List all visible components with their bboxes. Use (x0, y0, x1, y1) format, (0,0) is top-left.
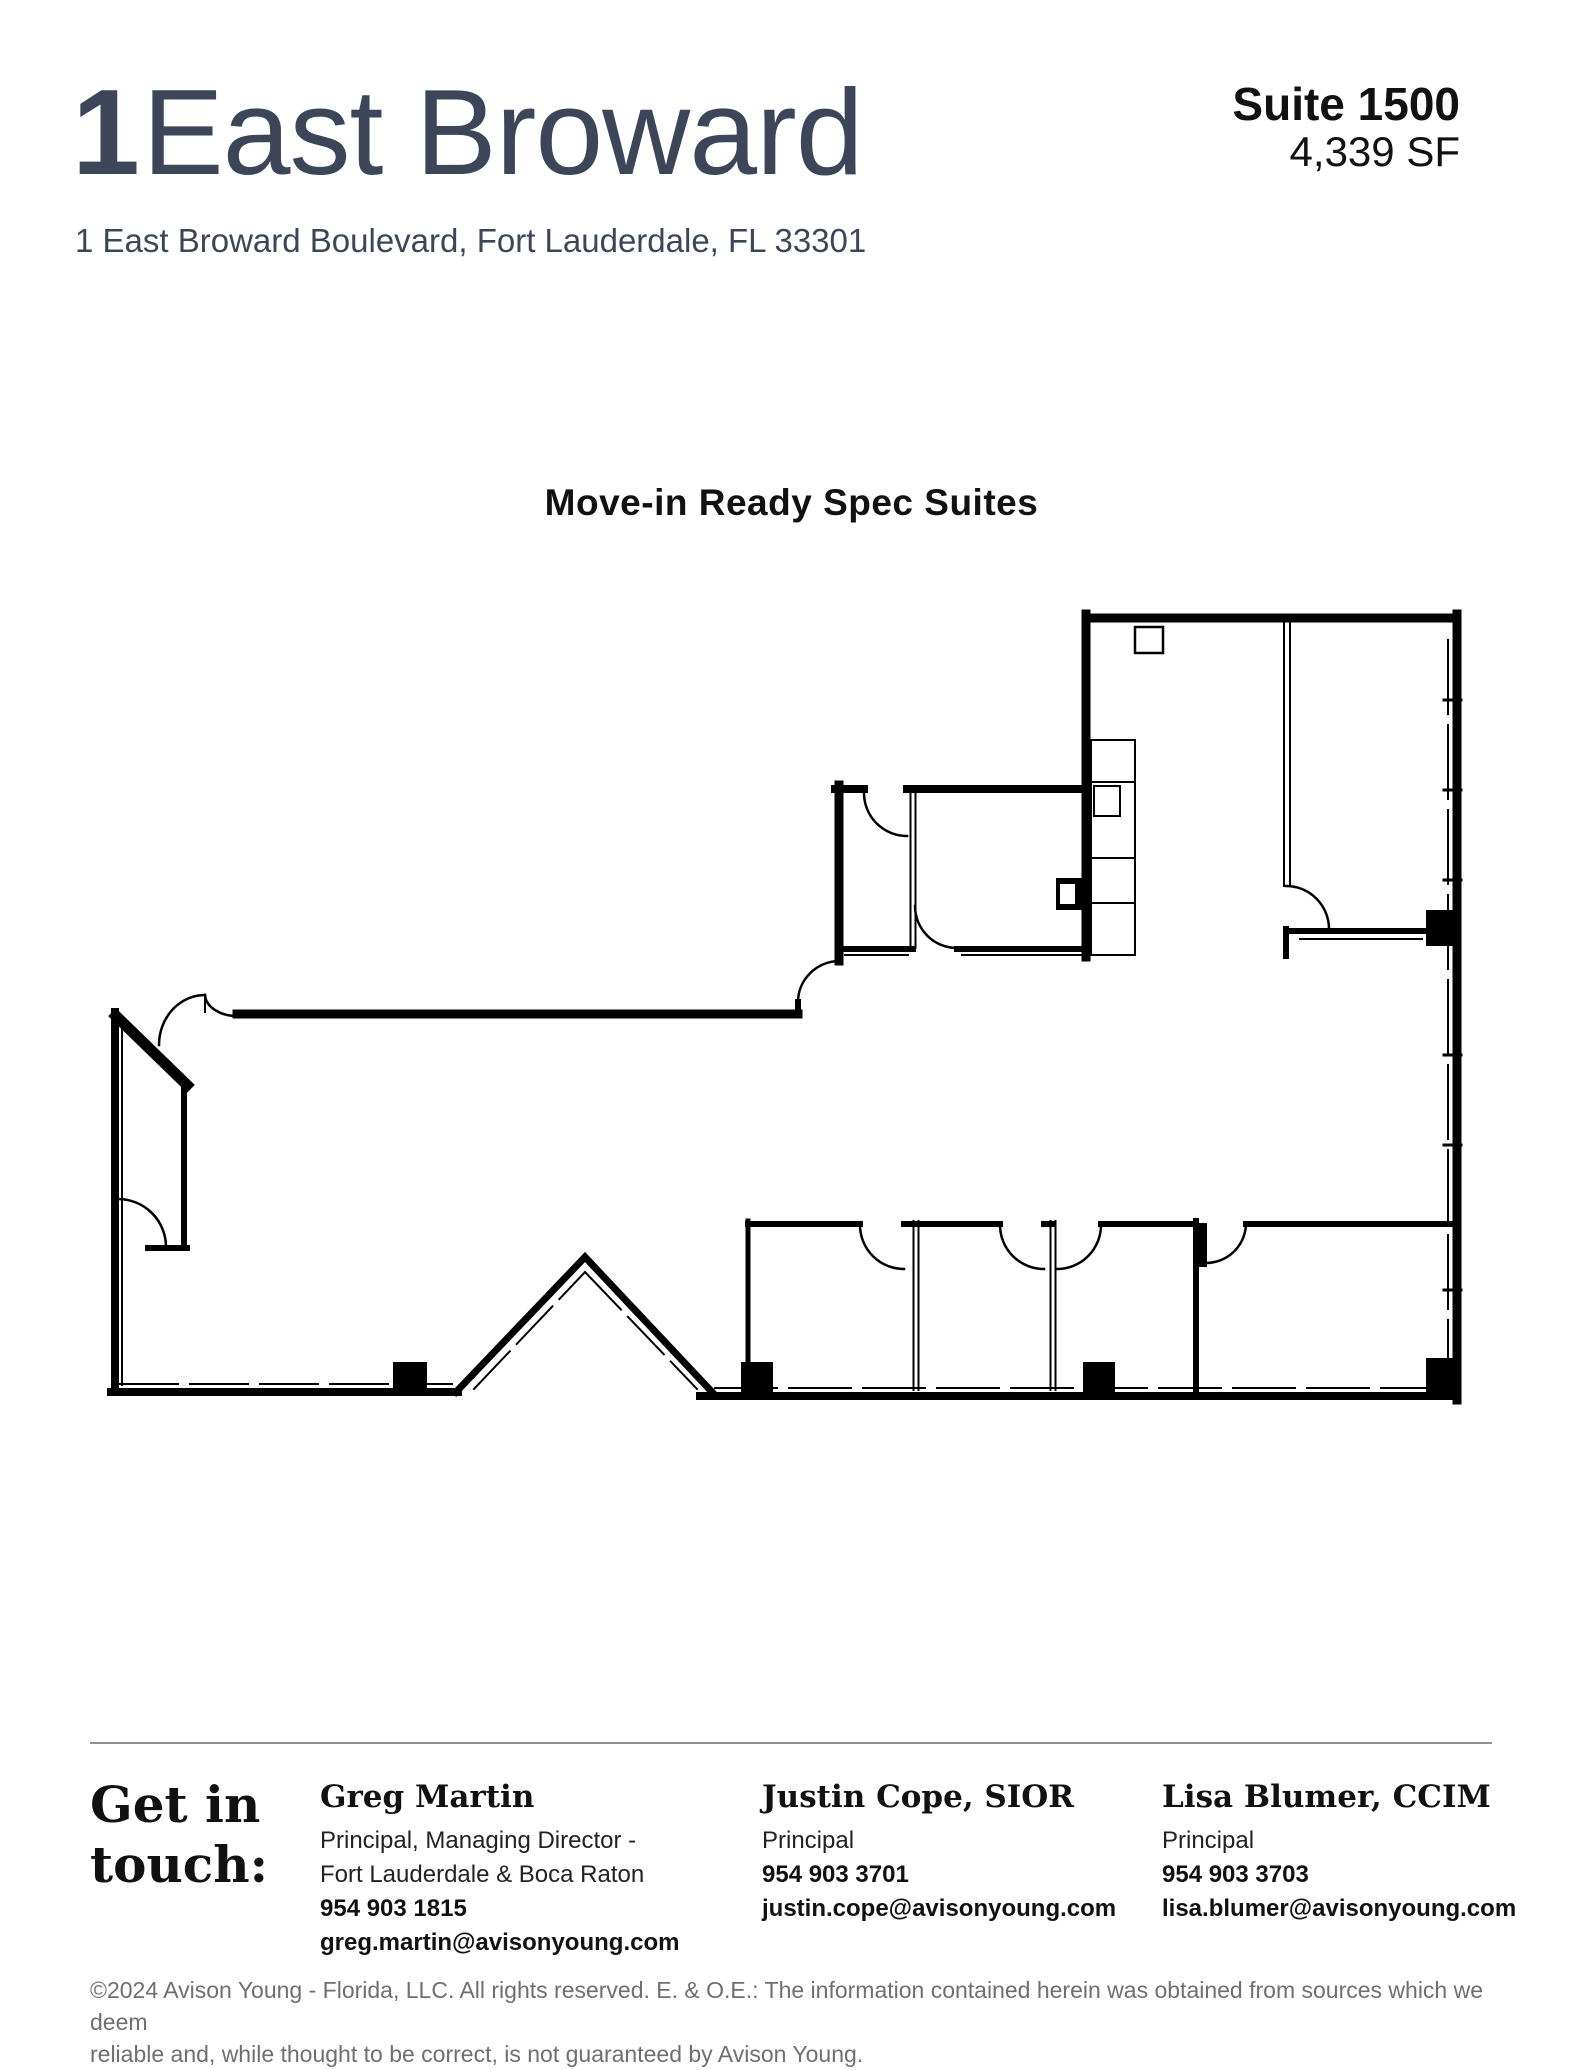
contact-phone: 954 903 3701 (762, 1861, 909, 1889)
footer-disclaimer-line2: reliable and, while thought to be correct, is not guaranteed by Avison Young. (90, 2041, 864, 2067)
contact-email[interactable]: lisa.blumer@avisonyoung.com (1162, 1895, 1517, 1923)
contact-email[interactable]: greg.martin@avisonyoung.com (320, 1929, 680, 1957)
contact-email[interactable]: justin.cope@avisonyoung.com (762, 1895, 1117, 1923)
building-number: 1 (72, 64, 138, 200)
floorplan (100, 590, 1470, 1420)
suite-badge (1232, 80, 1460, 177)
contact-card (1162, 1780, 1562, 1926)
contact-name: Greg Martin (320, 1779, 535, 1815)
contact-title: Principal (762, 1827, 855, 1855)
suite-size: 4,339 SF (1289, 128, 1460, 176)
contact-title: Principal, Managing Director - (320, 1827, 637, 1855)
door-arcs (118, 793, 1329, 1269)
contact-card (320, 1780, 720, 1960)
building-name: East Broward (142, 64, 863, 200)
interior-walls (148, 618, 1453, 1390)
footer-disclaimer-line1: ©2024 Avison Young - Florida, LLC. All rights reserved. E. & O.E.: The information contained herein was obtained from sources which we deem (90, 1977, 1484, 2035)
suite-label: Suite 1500 (1232, 78, 1460, 130)
divider-rule (90, 1742, 1492, 1744)
contact-name: Lisa Blumer, CCIM (1162, 1779, 1491, 1815)
footer-disclaimer (90, 1974, 1530, 2070)
contact-heading-line2: touch: (90, 1835, 269, 1894)
contact-name: Justin Cope, SIOR (762, 1779, 1075, 1815)
contact-phone: 954 903 3703 (1162, 1861, 1309, 1889)
contact-card (762, 1780, 1162, 1926)
exterior-walls (111, 614, 1457, 1400)
building-address: 1 East Broward Boulevard, Fort Lauderdale, FL 33301 (75, 222, 867, 259)
contact-phone: 954 903 1815 (320, 1895, 467, 1923)
contact-title-2: Fort Lauderdale & Boca Raton (320, 1861, 645, 1889)
columns (393, 910, 1457, 1396)
contact-heading-line1: Get in (90, 1775, 261, 1834)
plan-title: Move-in Ready Spec Suites (544, 482, 1039, 523)
contact-title: Principal (1162, 1827, 1255, 1855)
page-title (72, 62, 863, 202)
contact-heading (90, 1775, 268, 1895)
